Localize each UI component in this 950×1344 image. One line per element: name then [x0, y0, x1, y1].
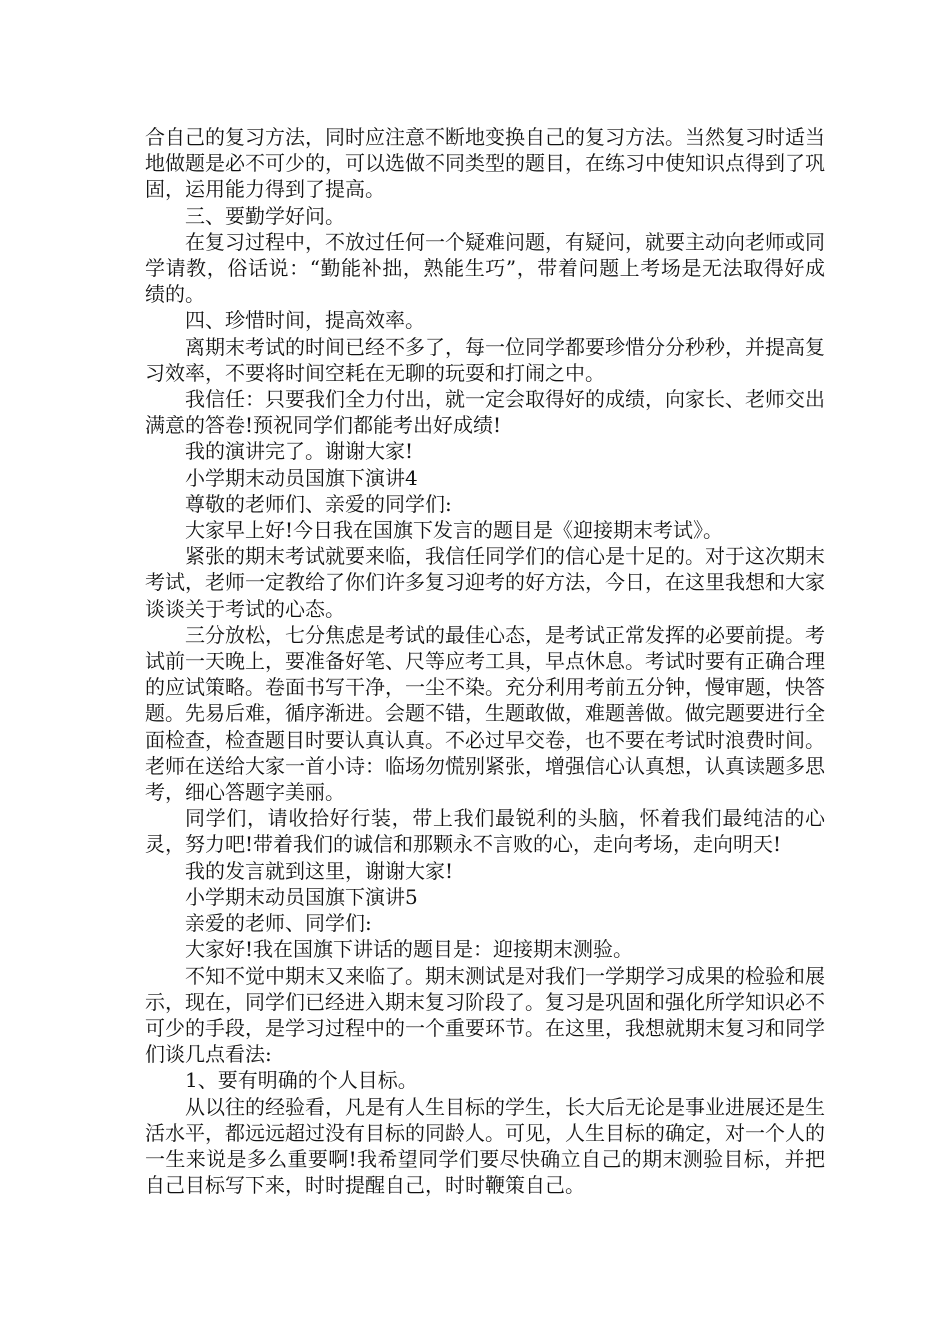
speech-title: 小学期末动员国旗下演讲4	[185, 465, 418, 490]
section-heading: 1、要有明确的个人目标。	[185, 1068, 418, 1093]
paragraph: 我信任：只要我们全力付出，就一定会取得好的成绩，向家长、老师交出满意的答卷!预祝同学们都能考出好成绩!	[145, 387, 825, 438]
paragraph: 我的演讲完了。谢谢大家!	[185, 439, 414, 464]
paragraph: 离期末考试的时间已经不多了，每一位同学都要珍惜分分秒秒，并提高复习效率，不要将时间空耗在无聊的玩耍和打闹之中。	[145, 334, 825, 385]
section-heading: 四、珍惜时间，提高效率。	[185, 308, 425, 333]
paragraph: 从以往的经验看，凡是有人生目标的学生，长大后无论是事业进展还是生活水平，都远远超过没有目标的同龄人。可见，人生目标的确定，对一个人的一生来说是多么重要啊!我希望同学们要尽快确立自己的期末测验目标，并把自己目标写下来，时时提醒自己，时时鞭策自己。	[145, 1094, 825, 1198]
salutation: 尊敬的老师们、亲爱的同学们:	[185, 491, 452, 516]
paragraph: 大家好!我在国旗下讲话的题目是：迎接期末测验。	[185, 937, 634, 962]
paragraph: 在复习过程中，不放过任何一个疑难问题，有疑问，就要主动向老师或同学请教，俗话说：“勤能补拙，熟能生巧”，带着问题上考场是无法取得好成绩的。	[145, 229, 825, 307]
paragraph: 合自己的复习方法，同时应注意不断地变换自己的复习方法。当然复习时适当地做题是必不可少的，可以选做不同类型的题目，在练习中使知识点得到了巩固，运用能力得到了提高。	[145, 125, 825, 202]
paragraph: 不知不觉中期末又来临了。期末测试是对我们一学期学习成果的检验和展示，现在，同学们已经进入期末复习阶段了。复习是巩固和强化所学知识必不可少的手段，是学习过程中的一个重要环节。在这里，我想就期末复习和同学们谈几点看法:	[145, 963, 825, 1067]
paragraph: 我的发言就到这里，谢谢大家!	[185, 858, 454, 883]
speech-title: 小学期末动员国旗下演讲5	[185, 884, 418, 909]
section-heading: 三、要勤学好问。	[185, 203, 345, 228]
paragraph: 紧张的期末考试就要来临，我信任同学们的信心是十足的。对于这次期末考试，老师一定教给了你们许多复习迎考的好方法，今日，在这里我想和大家谈谈关于考试的心态。	[145, 544, 825, 621]
salutation: 亲爱的老师、同学们:	[185, 911, 372, 936]
paragraph: 同学们，请收拾好行装，带上我们最锐利的头脑，怀着我们最纯洁的心灵，努力吧!带着我们的诚信和那颗永不言败的心，走向考场，走向明天!	[145, 806, 825, 857]
paragraph: 大家早上好!今日我在国旗下发言的题目是《迎接期末考试》。	[185, 518, 724, 543]
paragraph: 三分放松，七分焦虑是考试的最佳心态，是考试正常发挥的必要前提。考试前一天晚上，要准备好笔、尺等应考工具，早点休息。考试时要有正确合理的应试策略。卷面书写干净，一尘不染。充分利用考前五分钟，慢审题，快答题。先易后难，循序渐进。会题不错，生题敢做，难题善做。做完题要进行全面检查，检查题目时要认真认真。不必过早交卷，也不要在考试时浪费时间。老师在送给大家一首小诗：临场勿慌别紧张，增强信心认真想，认真读题多思考，细心答题字美丽。	[145, 622, 825, 805]
document-body	[145, 124, 825, 1198]
